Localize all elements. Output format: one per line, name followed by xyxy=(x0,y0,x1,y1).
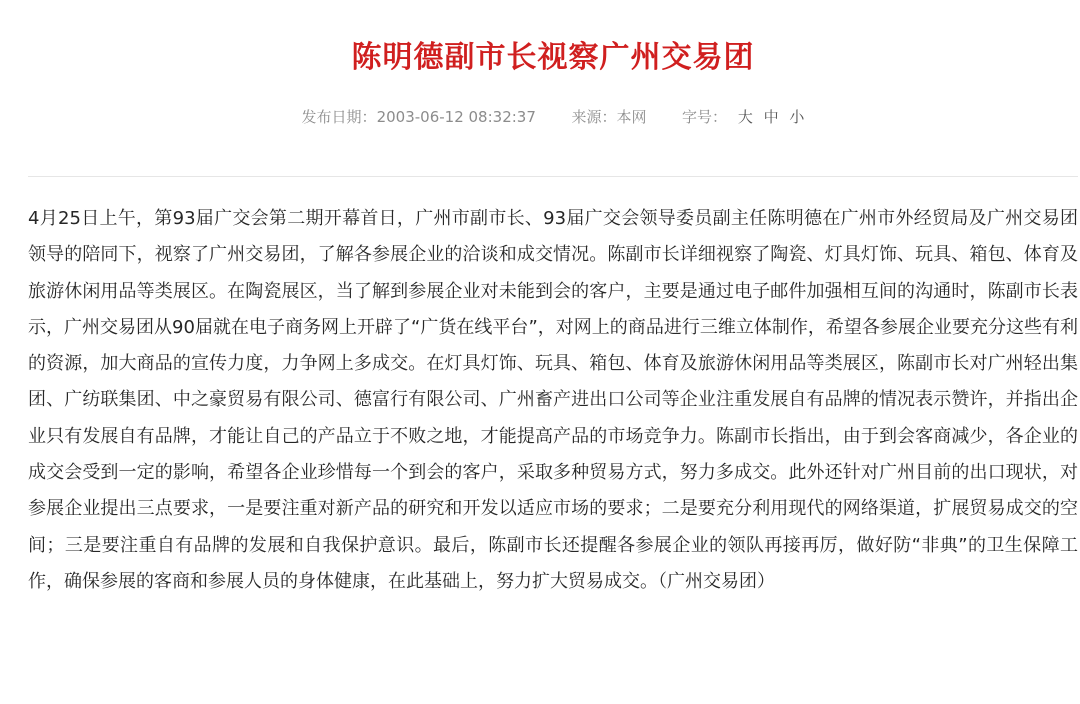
font-size-medium-button[interactable]: 中 xyxy=(763,108,779,126)
font-size-label: 字号： xyxy=(682,108,728,126)
header-divider xyxy=(28,176,1078,177)
publish-date-label: 发布日期： xyxy=(301,108,377,126)
article-meta xyxy=(28,104,1078,130)
page-title: 陈明德副市长视察广州交易团 xyxy=(351,40,755,75)
font-size-large-button[interactable]: 大 xyxy=(737,108,753,126)
source-label: 来源： xyxy=(571,108,617,126)
font-size-small-button[interactable]: 小 xyxy=(789,108,805,126)
source-value: 本网 xyxy=(616,108,647,126)
article xyxy=(28,0,1078,600)
publish-date-value: 2003-06-12 08:32:37 xyxy=(376,108,536,126)
article-body: 4月25日上午，第93届广交会第二期开幕首日，广州市副市长、93届广交会领导委员副主任陈明德在广州市外经贸局及广州交易团领导的陪同下，视察了广州交易团，了解各参展企业的洽谈和成交情况。陈副市长详细视察了陶瓷、灯具灯饰、玩具、箱包、体育及旅游休闲用品等类展区。在陶瓷展区，当了解到参展企业对未能到会的客户，主要是通过电子邮件加强相互间的沟通时，陈副市长表示，广州交易团从90届就在电子商务网上开辟了“广货在线平台”，对网上的商品进行三维立体制作，希望各参展企业要充分这些有利的资源，加大商品的宣传力度，力争网上多成交。在灯具灯饰、玩具、箱包、体育及旅游休闲用品等类展区，陈副市长对广州轻出集团、广纺联集团、中之豪贸易有限公司、德富行有限公司、广州畜产进出口公司等企业注重发展自有品牌的情况表示赞许，并指出企业只有发展自有品牌，才能让自己的产品立于不败之地，才能提高产品的市场竞争力。陈副市长指出，由于到会客商减少，各企业的成交会受到一定的影响，希望各企业珍惜每一个到会的客户，采取多种贸易方式，努力多成交。此外还针对广州目前的出口现状，对参展企业提出三点要求，一是要注重对新产品的研究和开发以适应市场的要求；二是要充分利用现代的网络渠道，扩展贸易成交的空间；三是要注重自有品牌的发展和自我保护意识。最后，陈副市长还提醒各参展企业的领队再接再厉，做好防“非典”的卫生保障工作，确保参展的客商和参展人员的身体健康，在此基础上，努力扩大贸易成交。（广州交易团） xyxy=(28,208,1078,592)
